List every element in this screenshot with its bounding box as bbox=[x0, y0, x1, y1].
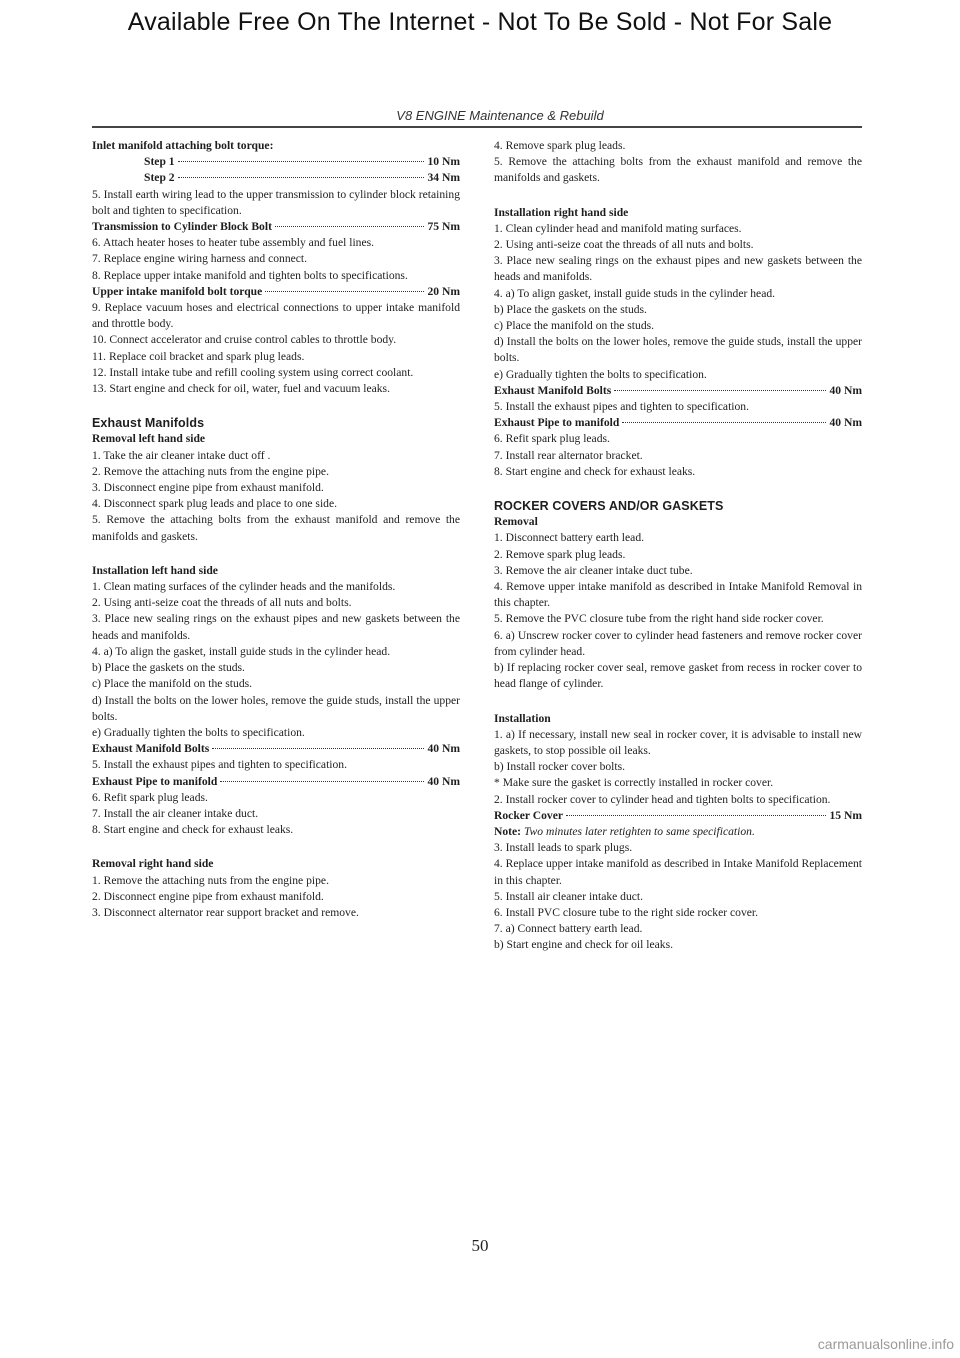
step-item: 1. a) If necessary, install new seal in rocker cover, it is advisable to install new gaskets, to stop possible oil leaks. bbox=[494, 727, 862, 757]
step-item: 2. Remove spark plug leads. bbox=[494, 547, 626, 561]
step-item: 12. Install intake tube and refill cooling system using correct coolant. bbox=[92, 365, 414, 379]
dot-leader bbox=[265, 291, 424, 292]
step-item: * Make sure the gasket is correctly installed in rocker cover. bbox=[494, 776, 774, 790]
spec-label: Rocker Cover bbox=[494, 808, 564, 822]
torque-spec-exhaust-pipe bbox=[92, 774, 460, 790]
spec-label: Step 1 bbox=[144, 155, 175, 169]
step-item: 4. a) To align gasket, install guide studs in the cylinder head. bbox=[494, 286, 776, 300]
subheading-removal-lhs: Removal left hand side bbox=[92, 432, 206, 446]
step-item: 10. Connect accelerator and cruise control cables to throttle body. bbox=[92, 333, 397, 347]
dot-leader bbox=[275, 226, 425, 227]
step-item: 3. Remove the air cleaner intake duct tube. bbox=[494, 563, 693, 577]
step-item: 6. Install PVC closure tube to the right side rocker cover. bbox=[494, 905, 759, 919]
step-item: 5. Remove the attaching bolts from the exhaust manifold and remove the manifolds and gaskets. bbox=[92, 513, 460, 543]
step-item: 8. Replace upper intake manifold and tighten bolts to specifications. bbox=[92, 268, 408, 282]
section-heading-rocker-covers: ROCKER COVERS AND/OR GASKETS bbox=[494, 499, 724, 514]
step-item: 5. Install the exhaust pipes and tighten to specification. bbox=[494, 400, 750, 414]
dot-leader bbox=[178, 177, 425, 178]
subheading-installation-lhs: Installation left hand side bbox=[92, 563, 218, 577]
step-item: 1. Clean cylinder head and manifold mating surfaces. bbox=[494, 221, 742, 235]
step-item: 1. Remove the attaching nuts from the engine pipe. bbox=[92, 873, 329, 887]
step-item: 1. Disconnect battery earth lead. bbox=[494, 531, 645, 545]
step-item: 11. Replace coil bracket and spark plug leads. bbox=[92, 349, 305, 363]
step-item: 4. Disconnect spark plug leads and place to one side. bbox=[92, 497, 338, 511]
spec-label: Exhaust Manifold Bolts bbox=[92, 742, 210, 756]
step-item: 3. Install leads to spark plugs. bbox=[494, 841, 633, 855]
spec-value: 15 Nm bbox=[829, 808, 862, 822]
step-item: 2. Using anti-seize coat the threads of all nuts and bolts. bbox=[494, 238, 754, 252]
step-item: b) Install rocker cover bolts. bbox=[494, 760, 626, 774]
torque-spec-upper-intake bbox=[92, 284, 460, 300]
step-item: 6. Refit spark plug leads. bbox=[92, 790, 208, 804]
dot-leader bbox=[622, 422, 826, 423]
step-item: 8. Start engine and check for exhaust leaks. bbox=[494, 464, 696, 478]
note-text: Two minutes later retighten to same specification. bbox=[523, 824, 755, 838]
page-number: 50 bbox=[471, 1236, 489, 1255]
step-item: d) Install the bolts on the lower holes, remove the guide studs, install the upper bolts. bbox=[92, 693, 460, 723]
torque-spec-step2 bbox=[92, 170, 460, 186]
dot-leader bbox=[220, 781, 424, 782]
step-item: c) Place the manifold on the studs. bbox=[92, 677, 253, 691]
spec-label: Step 2 bbox=[144, 171, 175, 185]
step-item: 2. Install rocker cover to cylinder head and tighten bolts to specification. bbox=[494, 792, 831, 806]
inlet-torque-heading: Inlet manifold attaching bolt torque: bbox=[92, 139, 274, 152]
step-item: 9. Replace vacuum hoses and electrical connections to upper intake manifold and throttle body. bbox=[92, 301, 460, 331]
dot-leader bbox=[178, 161, 425, 162]
spec-label: Exhaust Pipe to manifold bbox=[494, 416, 620, 430]
spec-value: 34 Nm bbox=[427, 171, 460, 185]
step-item: 2. Using anti-seize coat the threads of all nuts and bolts. bbox=[92, 596, 352, 610]
spec-value: 10 Nm bbox=[427, 155, 460, 169]
spec-value: 40 Nm bbox=[829, 416, 862, 430]
step-item: 5. Remove the PVC closure tube from the right hand side rocker cover. bbox=[494, 612, 824, 626]
step-item: 5. Install air cleaner intake duct. bbox=[494, 889, 644, 903]
step-item: 13. Start engine and check for oil, water, fuel and vacuum leaks. bbox=[92, 382, 390, 396]
dot-leader bbox=[614, 390, 826, 391]
torque-spec-step1 bbox=[92, 154, 460, 170]
step-item: 6. Attach heater hoses to heater tube assembly and fuel lines. bbox=[92, 236, 375, 250]
subheading-installation: Installation bbox=[494, 711, 551, 725]
spec-label: Exhaust Manifold Bolts bbox=[494, 383, 612, 397]
torque-spec-transmission bbox=[92, 219, 460, 235]
step-item: 8. Start engine and check for exhaust leaks. bbox=[92, 823, 294, 837]
step-item: b) Start engine and check for oil leaks. bbox=[494, 938, 673, 952]
step-item: 7. Install rear alternator bracket. bbox=[494, 448, 643, 462]
step-item: 6. a) Unscrew rocker cover to cylinder head fasteners and remove rocker cover from cylinder head. bbox=[494, 628, 862, 658]
step-item: 7. Install the air cleaner intake duct. bbox=[92, 806, 259, 820]
right-column bbox=[494, 138, 862, 954]
note bbox=[494, 824, 862, 840]
step-item: 3. Place new sealing rings on the exhaust pipes and new gaskets between the heads and manifolds. bbox=[92, 612, 460, 642]
subheading-removal: Removal bbox=[494, 515, 538, 529]
subheading-installation-rhs: Installation right hand side bbox=[494, 205, 629, 219]
step-item: 7. a) Connect battery earth lead. bbox=[494, 922, 643, 936]
step-item: 7. Replace engine wiring harness and connect. bbox=[92, 252, 308, 266]
header-divider bbox=[92, 126, 862, 128]
running-header: V8 ENGINE Maintenance & Rebuild bbox=[396, 108, 604, 123]
step-item: 1. Clean mating surfaces of the cylinder heads and the manifolds. bbox=[92, 580, 396, 594]
spec-value: 75 Nm bbox=[427, 220, 460, 234]
step-item: 4. a) To align the gasket, install guide studs in the cylinder head. bbox=[92, 644, 391, 658]
step-item: 3. Disconnect engine pipe from exhaust manifold. bbox=[92, 481, 324, 495]
step-item: c) Place the manifold on the studs. bbox=[494, 319, 655, 333]
footer-watermark: carmanualsonline.info bbox=[817, 1336, 954, 1352]
spec-value: 40 Nm bbox=[829, 383, 862, 397]
step-item: d) Install the bolts on the lower holes, remove the guide studs, install the upper bolts. bbox=[494, 335, 862, 365]
torque-spec-exhaust-manifold-bolts bbox=[92, 741, 460, 757]
torque-spec-rocker-cover bbox=[494, 808, 862, 824]
step-item: b) If replacing rocker cover seal, remove gasket from recess in rocker cover to head flange of cylinder. bbox=[494, 661, 862, 691]
spec-value: 20 Nm bbox=[427, 284, 460, 298]
step-item: 6. Refit spark plug leads. bbox=[494, 432, 610, 446]
step-item: 2. Remove the attaching nuts from the engine pipe. bbox=[92, 464, 329, 478]
step-item: 3. Disconnect alternator rear support bracket and remove. bbox=[92, 905, 359, 919]
spec-label: Exhaust Pipe to manifold bbox=[92, 774, 218, 788]
step-item: b) Place the gaskets on the studs. bbox=[494, 302, 647, 316]
spec-label: Transmission to Cylinder Block Bolt bbox=[92, 220, 272, 234]
step-item: e) Gradually tighten the bolts to specification. bbox=[92, 725, 305, 739]
note-label: Note: bbox=[494, 824, 522, 838]
step-item: 1. Take the air cleaner intake duct off . bbox=[92, 448, 271, 462]
step-item: 4. Replace upper intake manifold as described in Intake Manifold Replacement in this chapter. bbox=[494, 857, 862, 887]
step-item: 5. Install the exhaust pipes and tighten to specification. bbox=[92, 758, 348, 772]
torque-spec-exhaust-pipe bbox=[494, 415, 862, 431]
step-item: 3. Place new sealing rings on the exhaust pipes and new gaskets between the heads and manifolds. bbox=[494, 254, 862, 284]
subheading-removal-rhs: Removal right hand side bbox=[92, 857, 214, 871]
step-item: 2. Disconnect engine pipe from exhaust manifold. bbox=[92, 889, 324, 903]
spec-value: 40 Nm bbox=[427, 774, 460, 788]
section-heading-exhaust-manifolds: Exhaust Manifolds bbox=[92, 416, 205, 431]
step-item: b) Place the gaskets on the studs. bbox=[92, 661, 245, 675]
step-item: 4. Remove spark plug leads. bbox=[494, 139, 626, 152]
left-column bbox=[92, 138, 460, 921]
spec-label: Upper intake manifold bolt torque bbox=[92, 284, 263, 298]
spec-value: 40 Nm bbox=[427, 742, 460, 756]
dot-leader bbox=[566, 815, 826, 816]
step-item: 5. Install earth wiring lead to the upper transmission to cylinder block retaining bolt and tighten to specification. bbox=[92, 187, 460, 217]
step-item: e) Gradually tighten the bolts to specification. bbox=[494, 367, 707, 381]
watermark-banner: Available Free On The Internet - Not To Be Sold - Not For Sale bbox=[127, 8, 833, 36]
step-item: 5. Remove the attaching bolts from the exhaust manifold and remove the manifolds and gaskets. bbox=[494, 155, 862, 185]
torque-spec-exhaust-manifold-bolts bbox=[494, 383, 862, 399]
dot-leader bbox=[212, 748, 424, 749]
step-item: 4. Remove upper intake manifold as described in Intake Manifold Removal in this chapter. bbox=[494, 580, 862, 610]
